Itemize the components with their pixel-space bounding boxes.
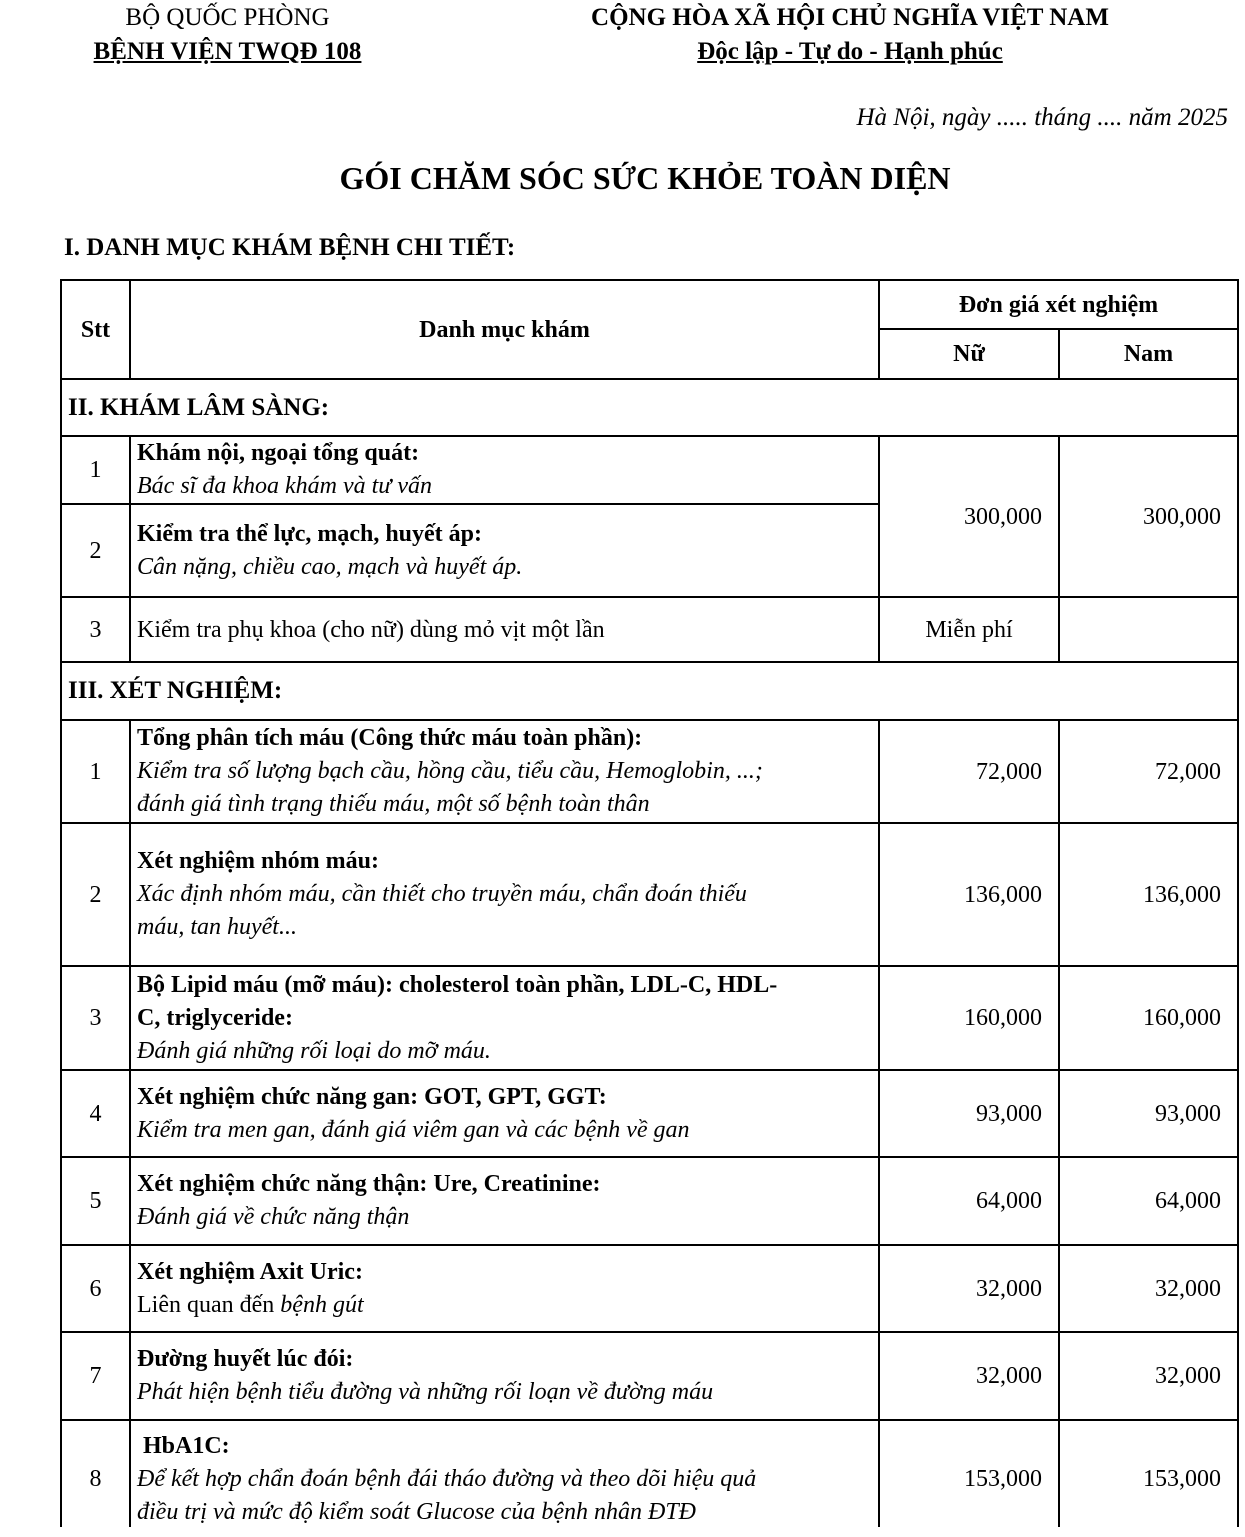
item-title: Xét nghiệm Axit Uric:: [137, 1258, 363, 1285]
item-title: Xét nghiệm nhóm máu:: [137, 848, 380, 874]
ministry-name: BỘ QUỐC PHÒNG: [125, 4, 330, 31]
item-description: Để kết hợp chẩn đoán bệnh đái tháo đường và theo dõi hiệu quả: [137, 1465, 757, 1492]
price-female: 64,000: [976, 1188, 1042, 1214]
price-male: 93,000: [1155, 1100, 1221, 1127]
table-row-item: [131, 505, 878, 596]
item-title: Kiểm tra thể lực, mạch, huyết áp:: [137, 520, 483, 547]
item-description: Phát hiện bệnh tiểu đường và những rối loạn về đường máu: [137, 1379, 714, 1405]
table-row-item: [131, 1421, 878, 1537]
item-description: đánh giá tình trạng thiếu máu, một số bệnh toàn thân: [137, 791, 650, 817]
table-row-item: [131, 824, 878, 965]
price-male: [1060, 598, 1237, 661]
col-header-male: Nam: [1123, 341, 1174, 367]
price-male: 300,000: [1143, 503, 1221, 530]
item-title: C, triglyceride:: [137, 1004, 293, 1031]
col-header-stt: Stt: [80, 316, 111, 343]
item-description: Kiểm tra số lượng bạch cầu, hồng cầu, tiểu cầu, Hemoglobin, ...;: [137, 758, 763, 784]
item-description-italic: bệnh gút: [280, 1291, 364, 1318]
item-description: Xác định nhóm máu, cần thiết cho truyền máu, chẩn đoán thiếu: [137, 881, 747, 907]
price-female: 160,000: [964, 1005, 1042, 1031]
hospital-name: BỆNH VIỆN TWQĐ 108: [93, 38, 362, 65]
price-female: 136,000: [964, 881, 1042, 908]
national-motto: Độc lập - Tự do - Hạnh phúc: [697, 38, 1003, 65]
page-title: GÓI CHĂM SÓC SỨC KHỎE TOÀN DIỆN: [339, 160, 951, 196]
table-row-stt: 1: [89, 758, 102, 785]
item-title: Xét nghiệm chức năng gan: GOT, GPT, GGT:: [137, 1083, 607, 1110]
table-row-item: [131, 1246, 878, 1331]
item-description: điều trị và mức độ kiểm soát Glucose của bệnh nhân ĐTĐ: [137, 1498, 696, 1525]
price-male: 136,000: [1143, 881, 1221, 908]
table-row-stt: 7: [89, 1363, 102, 1389]
item-title: Đường huyết lúc đói:: [137, 1346, 354, 1372]
table-row-item: [131, 1333, 878, 1419]
price-male: 64,000: [1155, 1188, 1221, 1214]
section-heading-3: III. XÉT NGHIỆM:: [68, 677, 283, 704]
document-date: Hà Nội, ngày ..... tháng .... năm 2025: [856, 104, 1228, 131]
price-female: 32,000: [976, 1275, 1042, 1302]
table-row-stt: 3: [89, 1005, 102, 1031]
table-row-item: [131, 1071, 878, 1156]
item-description: Kiểm tra men gan, đánh giá viêm gan và các bệnh về gan: [137, 1116, 690, 1143]
price-female: 300,000: [964, 503, 1042, 530]
table-row-item: Kiểm tra phụ khoa (cho nữ) dùng mỏ vịt một lần: [137, 616, 605, 643]
section-heading-2: II. KHÁM LÂM SÀNG:: [68, 393, 330, 421]
table-row-stt: 5: [89, 1188, 102, 1214]
price-female: 153,000: [964, 1466, 1042, 1492]
table-row-item: [131, 437, 878, 503]
col-header-price: Đơn giá xét nghiệm: [958, 291, 1159, 318]
table-row-stt: 8: [89, 1466, 102, 1492]
price-male: 160,000: [1143, 1005, 1221, 1031]
item-title: HbA1C:: [137, 1432, 230, 1459]
item-description: [137, 1289, 364, 1322]
table-row-stt: 2: [89, 881, 102, 908]
table-row-item: [131, 721, 878, 822]
price-male: 72,000: [1155, 758, 1221, 785]
item-title: Khám nội, ngoại tổng quát:: [137, 440, 420, 466]
col-header-item: Danh mục khám: [419, 316, 590, 343]
table-row-stt: 3: [89, 616, 102, 643]
item-title: Xét nghiệm chức năng thận: Ure, Creatinine:: [137, 1171, 601, 1197]
table-row-stt: 1: [89, 457, 102, 483]
item-description: Cân nặng, chiều cao, mạch và huyết áp.: [137, 553, 523, 580]
table-row-item: [131, 967, 878, 1069]
item-description: Bác sĩ đa khoa khám và tư vấn: [137, 473, 433, 499]
item-title: Bộ Lipid máu (mỡ máu): cholesterol toàn phần, LDL-C, HDL-: [137, 971, 778, 998]
item-description: Đánh giá những rối loại do mỡ máu.: [137, 1037, 491, 1064]
item-description: máu, tan huyết...: [137, 914, 297, 940]
table-row-stt: 2: [89, 537, 102, 564]
table-row-item: [131, 1158, 878, 1244]
item-description: Đánh giá về chức năng thận: [137, 1204, 410, 1230]
item-description-plain: Liên quan đến: [137, 1291, 281, 1318]
price-male: 153,000: [1143, 1466, 1221, 1492]
table-row-stt: 6: [89, 1275, 102, 1302]
price-female: 32,000: [976, 1363, 1042, 1389]
republic-name: CỘNG HÒA XÃ HỘI CHỦ NGHĨA VIỆT NAM: [591, 4, 1109, 31]
price-female: 93,000: [976, 1100, 1042, 1127]
price-male: 32,000: [1155, 1275, 1221, 1302]
table-row-stt: 4: [89, 1100, 102, 1127]
section-heading-1: I. DANH MỤC KHÁM BỆNH CHI TIẾT:: [64, 234, 516, 261]
price-female: Miễn phí: [925, 616, 1013, 643]
price-male: 32,000: [1155, 1363, 1221, 1389]
price-female: 72,000: [976, 758, 1042, 785]
col-header-female: Nữ: [953, 341, 985, 367]
item-title: Tổng phân tích máu (Công thức máu toàn phần):: [137, 725, 643, 751]
